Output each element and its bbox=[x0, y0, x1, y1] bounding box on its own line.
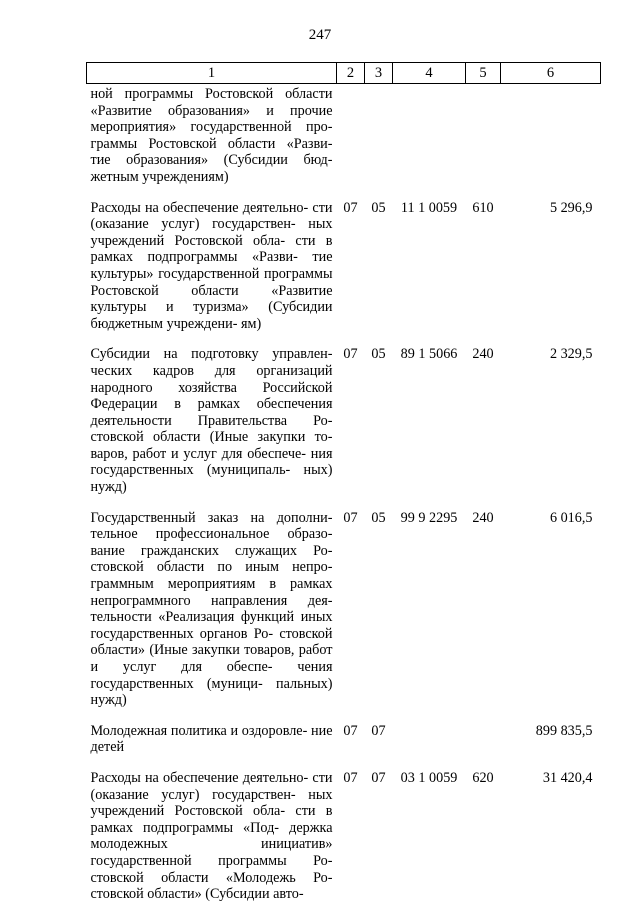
description-line: ных учреждений Ростовской обла- bbox=[90, 216, 333, 249]
table-row bbox=[87, 346, 601, 509]
description-line: чения государственных (муници- bbox=[90, 659, 333, 692]
section-code: 07 bbox=[343, 509, 358, 526]
description-line: Расходы на обеспечение деятельно- bbox=[90, 769, 309, 786]
row-description bbox=[87, 84, 337, 200]
description-line: сти (оказание услуг) государствен- bbox=[90, 769, 333, 803]
budget-table bbox=[86, 62, 601, 917]
description-line: Молодежная политика и оздоровле- bbox=[90, 722, 308, 739]
description-line: «Развитие культуры и туризма» bbox=[90, 282, 333, 316]
expense-type-code bbox=[466, 723, 501, 770]
description-line: «Развитие образования» и прочие bbox=[90, 102, 333, 119]
subsection-code: 05 bbox=[371, 199, 386, 216]
description-line: деятельности Правительства Ро- bbox=[90, 412, 333, 429]
description-line: варов, работ и услуг для обеспече- bbox=[90, 445, 306, 462]
subsection-code: 07 bbox=[371, 722, 386, 739]
description-line: тие культуры» государственной bbox=[90, 249, 333, 282]
description-line: стовской области «Молодежь Ро- bbox=[90, 869, 333, 886]
amount-value: 5 296,9 bbox=[549, 199, 593, 216]
table-row bbox=[87, 200, 601, 347]
target-article-code bbox=[393, 84, 466, 200]
description-line: граммным мероприятиям в рамках bbox=[90, 576, 333, 593]
description-line: Федерации в рамках обеспечения bbox=[90, 396, 333, 413]
description-line: тельности «Реализация функций bbox=[90, 609, 295, 626]
description-line: ние детей bbox=[90, 722, 333, 756]
expense-type-code: 240 bbox=[472, 346, 494, 363]
description-line: ческих кадров для организаций bbox=[90, 362, 333, 379]
expense-type-code: 620 bbox=[472, 769, 494, 786]
target-article-code: 89 1 5066 bbox=[400, 346, 458, 363]
description-line: (Субсидии бюджетным учреждени- bbox=[90, 299, 333, 332]
description-line: товаров, работ и услуг для обеспе- bbox=[90, 642, 333, 675]
expense-type-code: 240 bbox=[472, 509, 494, 526]
description-line: непрограммного направления дея- bbox=[90, 592, 333, 609]
description-line: государственной программы Ро- bbox=[90, 852, 333, 869]
description-line: держка молодежных инициатив» bbox=[90, 819, 333, 853]
section-code bbox=[337, 84, 365, 200]
target-article-code: 11 1 0059 bbox=[400, 199, 458, 216]
description-line: стовской области» (Субсидии авто- bbox=[90, 886, 304, 903]
section-code: 07 bbox=[343, 722, 358, 739]
amount-value: 2 329,5 bbox=[549, 346, 593, 363]
expense-type-code bbox=[466, 84, 501, 200]
description-line: Расходы на обеспечение деятельно- bbox=[90, 199, 309, 216]
column-header-2: 2 bbox=[337, 63, 365, 84]
description-line: Субсидии на подготовку управлен- bbox=[90, 346, 333, 363]
target-article-code: 99 9 2295 bbox=[400, 509, 458, 526]
expense-type-code: 610 bbox=[472, 199, 494, 216]
section-code: 07 bbox=[343, 346, 358, 363]
column-header-3: 3 bbox=[365, 63, 393, 84]
amount-value: 6 016,5 bbox=[549, 509, 593, 526]
column-header-1: 1 bbox=[87, 63, 337, 84]
column-header-5: 5 bbox=[466, 63, 501, 84]
description-line: жетным учреждениям) bbox=[90, 168, 229, 185]
description-line: вание гражданских служащих Ро- bbox=[90, 542, 333, 559]
subsection-code: 05 bbox=[371, 509, 386, 526]
description-line: стовской области» (Иные закупки bbox=[90, 625, 333, 659]
column-header-6: 6 bbox=[501, 63, 601, 84]
description-line: сти в рамках подпрограммы «Разви- bbox=[90, 232, 333, 266]
description-line: программы Ростовской области bbox=[90, 265, 333, 299]
row-description bbox=[87, 770, 337, 917]
table-row bbox=[87, 723, 601, 770]
row-description bbox=[87, 346, 337, 509]
column-header-4: 4 bbox=[393, 63, 466, 84]
description-line: сти в рамках подпрограммы «Под- bbox=[90, 803, 333, 836]
description-line: ных) нужд) bbox=[90, 462, 333, 496]
row-description bbox=[87, 723, 337, 770]
target-article-code: 03 1 0059 bbox=[400, 769, 458, 786]
description-line: стовской области по иным непро- bbox=[90, 559, 333, 576]
description-line: сти (оказание услуг) государствен- bbox=[90, 199, 333, 233]
description-line: ям) bbox=[240, 315, 262, 332]
description-line: мероприятия» государственной про- bbox=[90, 119, 333, 136]
description-line: стовской области (Иные закупки то- bbox=[90, 429, 333, 446]
table-header-row bbox=[87, 63, 601, 84]
amount-value: 899 835,5 bbox=[535, 722, 593, 739]
description-line: ных учреждений Ростовской обла- bbox=[90, 786, 333, 820]
description-line: тие образования» (Субсидии бюд- bbox=[90, 152, 333, 169]
target-article-code bbox=[393, 723, 466, 770]
description-line: народного хозяйства Российской bbox=[90, 379, 333, 396]
table-row bbox=[87, 510, 601, 723]
section-code: 07 bbox=[343, 199, 358, 216]
section-code: 07 bbox=[343, 769, 358, 786]
description-line: граммы Ростовской области «Разви- bbox=[90, 135, 333, 152]
subsection-code bbox=[365, 84, 393, 200]
subsection-code: 07 bbox=[371, 769, 386, 786]
description-line: иных государственных органов Ро- bbox=[90, 609, 333, 642]
row-description bbox=[87, 200, 337, 347]
subsection-code: 05 bbox=[371, 346, 386, 363]
description-line: Государственный заказ на дополни- bbox=[90, 509, 333, 526]
amount-value bbox=[501, 84, 601, 200]
table-row bbox=[87, 84, 601, 200]
description-line: ния государственных (муниципаль- bbox=[90, 445, 333, 479]
page-number: 247 bbox=[308, 27, 332, 43]
description-line: пальных) нужд) bbox=[90, 675, 333, 709]
amount-value: 31 420,4 bbox=[542, 769, 593, 786]
row-description bbox=[87, 510, 337, 723]
description-line: ной программы Ростовской области bbox=[90, 86, 333, 102]
table-row bbox=[87, 770, 601, 917]
description-line: тельное профессиональное образо- bbox=[90, 526, 333, 543]
